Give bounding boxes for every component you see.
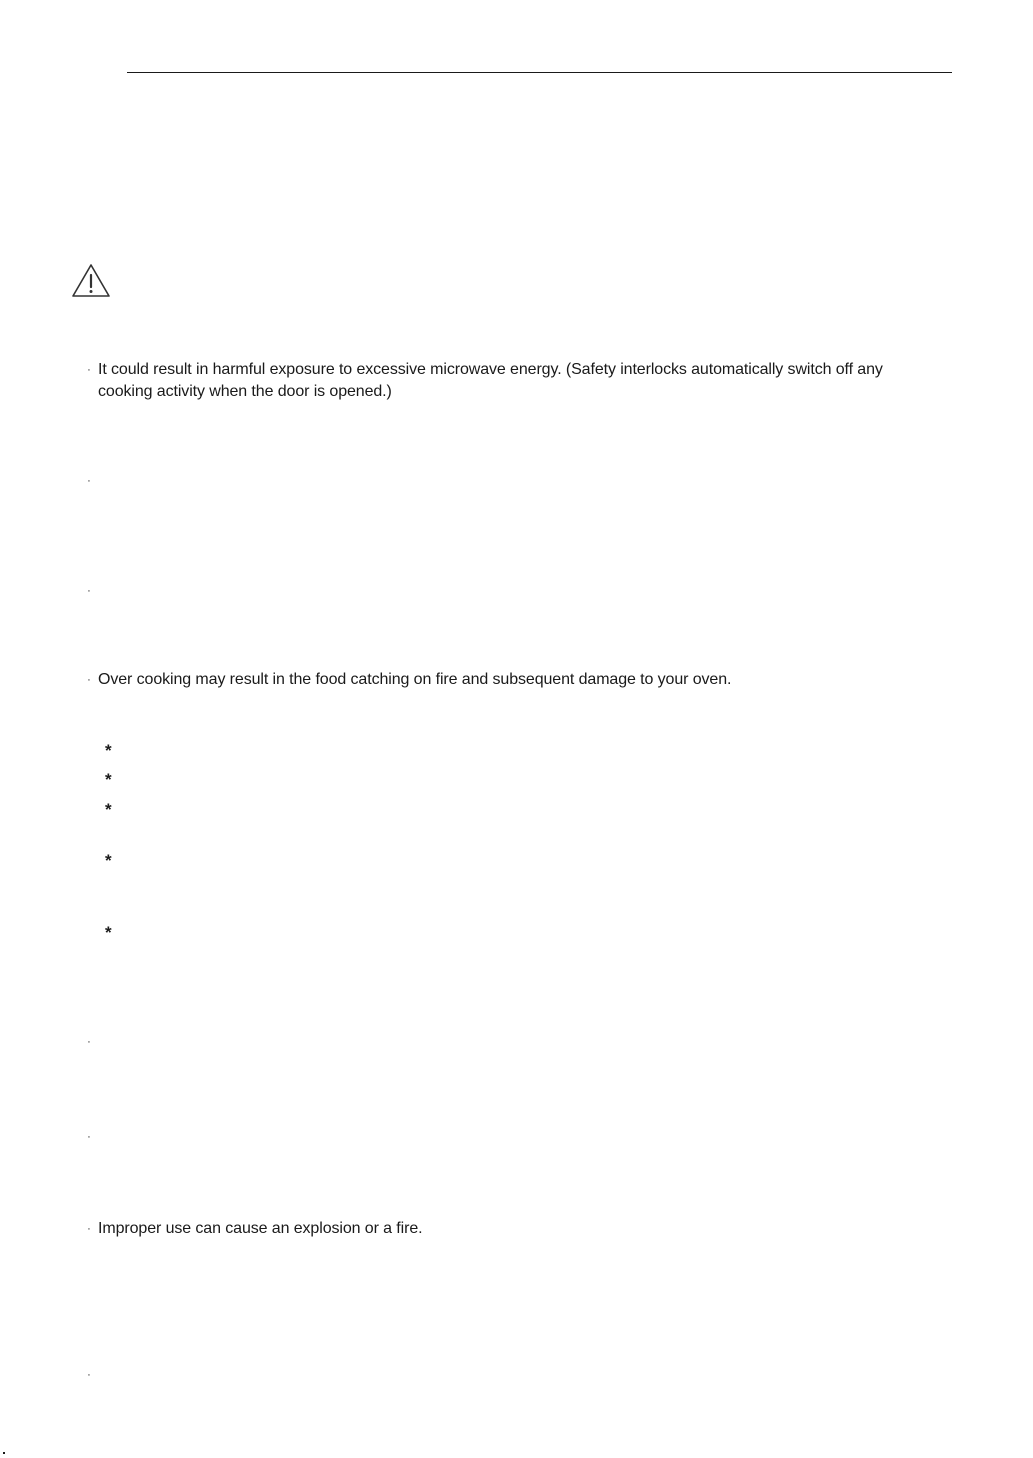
asterisk-marker: * [105,770,112,789]
bullet: · [87,1223,91,1235]
over-cooking-text: Over cooking may result in the food catching on fire and subsequent damage to your oven. [98,671,732,688]
corner-mark [3,1452,5,1454]
warning-triangle-icon [71,263,111,299]
bullet: · [87,1131,91,1143]
bullet: · [87,674,91,686]
improper-use-text: Improper use can cause an explosion or a fire. [98,1220,423,1237]
bullet: · [87,585,91,597]
bullet: · [87,364,91,376]
bullet: · [87,475,91,487]
bullet: · [87,1369,91,1381]
microwave-exposure-text: It could result in harmful exposure to excessive microwave energy. (Safety interlocks automatically switch off any cooking activity when the door is opened.) [98,361,883,400]
asterisk-marker: * [105,741,112,760]
bullet: · [87,1036,91,1048]
header-rule [127,72,952,73]
asterisk-marker: * [105,851,112,870]
asterisk-marker: * [105,800,112,819]
asterisk-marker: * [105,923,112,942]
